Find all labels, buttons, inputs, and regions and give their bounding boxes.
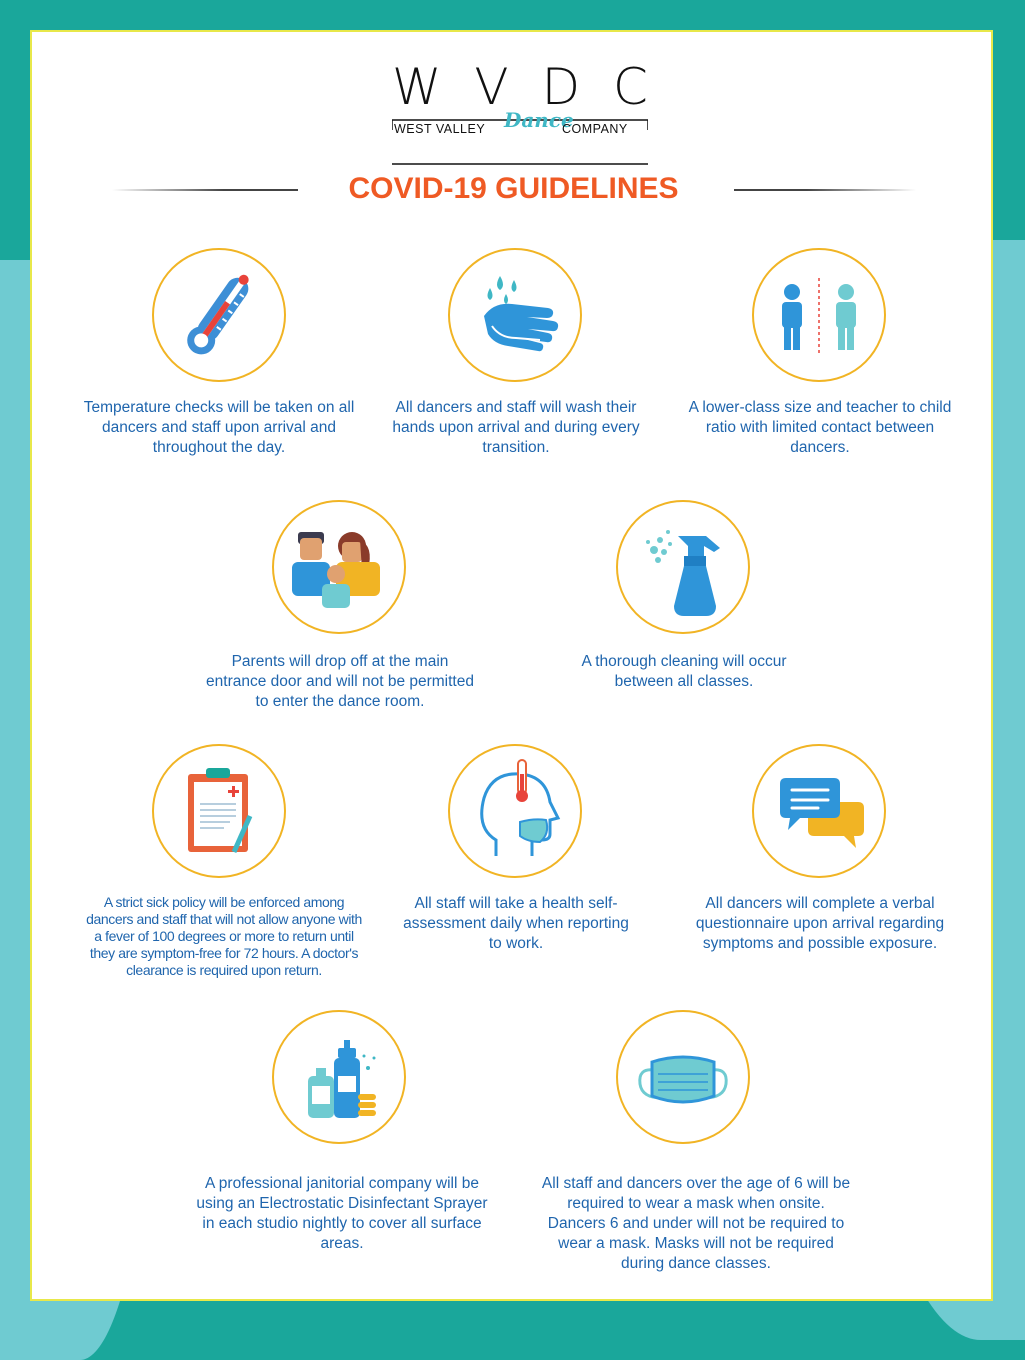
social-distance-icon <box>752 248 886 382</box>
guideline-text: All dancers will complete a verbal questionnaire upon arrival regarding symptoms and possible exposure. <box>695 895 945 952</box>
thermometer-icon <box>152 248 286 382</box>
guideline-text: A thorough cleaning will occur between all classes. <box>581 653 787 690</box>
logo-sub-left: WEST VALLEY <box>394 122 486 136</box>
family-icon <box>272 500 406 634</box>
hand-wash-icon <box>448 248 582 382</box>
guideline-text: All staff and dancers over the age of 6 will be required to wear a mask when onsite. Dancers 6 and under will not be required to wear a mask. Masks will not be required during dance classes. <box>541 1175 851 1272</box>
face-mask-icon <box>616 1010 750 1144</box>
title-row <box>32 170 995 210</box>
guideline-text: Temperature checks will be taken on all dancers and staff upon arrival and throughout the day. <box>83 399 355 456</box>
spray-bottle-icon <box>616 500 750 634</box>
guidelines-page <box>30 30 993 1301</box>
guideline-text: A professional janitorial company will be using an Electrostatic Disinfectant Sprayer in each studio nightly to cover all surface areas. <box>196 1175 488 1252</box>
chat-bubbles-icon <box>752 744 886 878</box>
cleaning-supplies-icon <box>272 1010 406 1144</box>
logo-letter: D <box>541 58 581 116</box>
title-divider-right <box>734 189 916 191</box>
logo-letter: W <box>392 58 442 116</box>
logo-letter: C <box>613 58 648 116</box>
health-check-icon <box>448 744 582 878</box>
wvdc-logo <box>392 58 648 142</box>
guideline-text: A lower-class size and teacher to child ratio with limited contact between dancers. <box>688 399 952 456</box>
logo-letter: V <box>474 58 509 116</box>
guideline-text: Parents will drop off at the main entrance door and will not be permitted to enter the dance room. <box>206 653 474 710</box>
clipboard-icon <box>152 744 286 878</box>
logo-letters <box>392 58 648 114</box>
guideline-text: All staff will take a health self-assessment daily when reporting to work. <box>403 895 629 952</box>
guideline-text: A strict sick policy will be enforced among dancers and staff that will not allow anyone with a fever of 100 degrees or more to return until they are symptom-free for 72 hours. A doctor's clearance is required upon return. <box>86 894 362 978</box>
guideline-text: All dancers and staff will wash their hands upon arrival and during every transition. <box>392 399 640 456</box>
logo-sub-right: COMPANY <box>562 122 628 136</box>
logo-script: Dance <box>504 108 574 132</box>
page-title: COVID-19 GUIDELINES <box>348 172 679 205</box>
